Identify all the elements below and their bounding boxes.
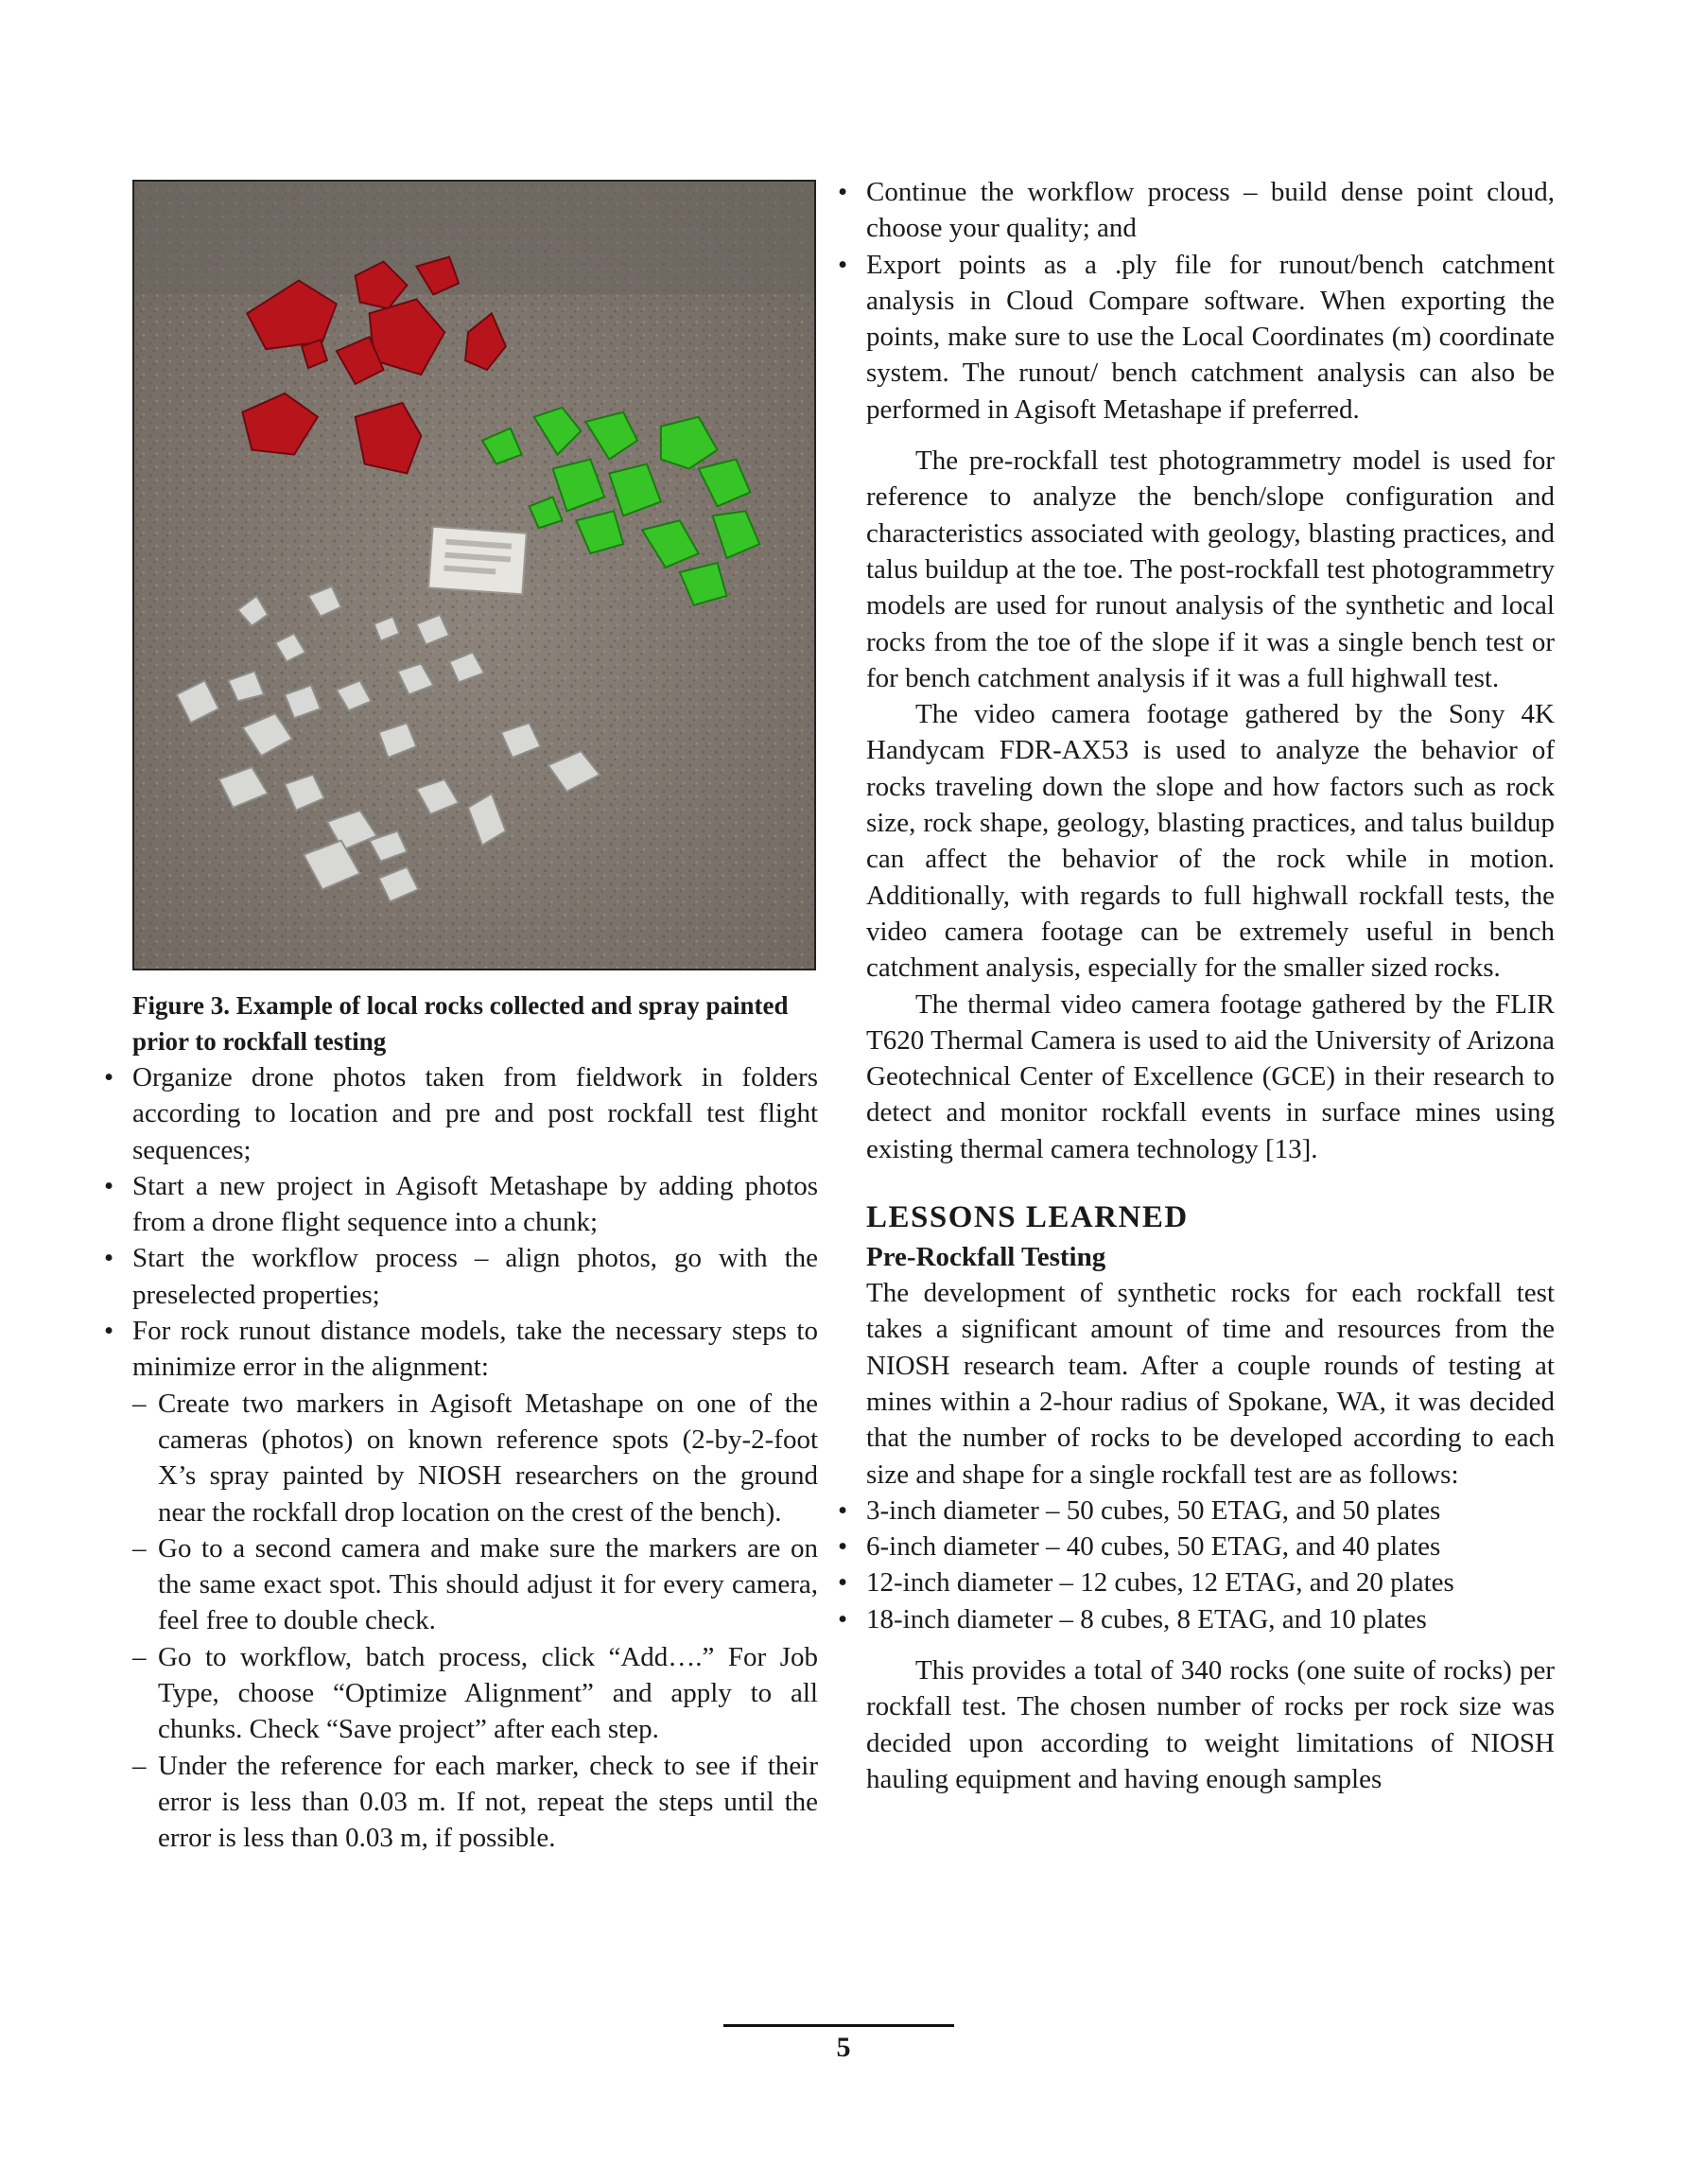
- list-item-text: 12-inch diameter – 12 cubes, 12 ETAG, and 20 plates: [866, 1567, 1454, 1599]
- list-item-text: 18-inch diameter – 8 cubes, 8 ETAG, and 10 plates: [866, 1603, 1427, 1634]
- paragraph-total-rocks: This provides a total of 340 rocks (one suite of rocks) per rockfall test. The chosen number of rocks per rock size was decided upon according to weight limitations of NIOSH hauling equipment and having enough samples: [866, 1654, 1555, 1794]
- paragraph-synthetic-rocks: The development of synthetic rocks for each rockfall test takes a significant amount of time and resources from the NIOSH research team. After a couple rounds of testing at mines within a 2-hour radius of Spokane, WA, it was decided that the number of rocks to be developed according to each size and shape for a single rockfall test are as follows:: [866, 1278, 1555, 1490]
- left-column: [104, 180, 818, 1857]
- bullet-marker: •: [838, 1603, 848, 1634]
- bullet-marker: •: [838, 249, 848, 280]
- list-item: [104, 1059, 818, 1168]
- list-item-text: Continue the workflow process – build dense point cloud, choose your quality; and: [866, 177, 1555, 244]
- list-item: [838, 247, 1555, 428]
- sub-list-item: [132, 1530, 818, 1639]
- workflow-continued-list: [838, 174, 1555, 428]
- list-item: [104, 1313, 818, 1386]
- sub-list-item: [132, 1748, 818, 1857]
- list-item: [838, 174, 1555, 247]
- bullet-marker: •: [838, 1567, 848, 1599]
- paragraph-video-camera: The video camera footage gathered by the Sony 4K Handycam FDR-AX53 is used to analyze the behavior of rocks traveling down the slope and how factors such as rock size, rock shape, geology, blasting practices, and talus buildup can affect the behavior of the rock while in motion. Additionally, with regards to full highwall rockfall tests, the video camera footage can be extremely useful in bench catchment analysis, especially for the smaller sized rocks.: [866, 699, 1555, 984]
- list-item-text: Create two markers in Agisoft Metashape on one of the cameras (photos) on known reference spots (2-by-2-foot X’s spray painted by NIOSH researchers on the ground near the rockfall drop location on the crest of the bench).: [158, 1388, 818, 1528]
- list-item-text: 3-inch diameter – 50 cubes, 50 ETAG, and 50 plates: [866, 1494, 1441, 1526]
- figure-photo-rocks: [132, 180, 816, 970]
- list-item-text: Under the reference for each marker, check to see if their error is less than 0.03 m. If not, repeat the steps until the error is less than 0.03 m, if possible.: [158, 1750, 818, 1854]
- sub-list-item: [132, 1639, 818, 1748]
- dash-marker: –: [132, 1388, 147, 1419]
- workflow-steps-list: [104, 1059, 818, 1857]
- list-item: [838, 1493, 1555, 1529]
- list-item: [838, 1601, 1555, 1637]
- subsection-heading: Pre-Rockfall Testing: [866, 1242, 1106, 1273]
- dash-marker: –: [132, 1532, 147, 1564]
- list-item: [838, 1529, 1555, 1564]
- list-item-text: Export points as a .ply file for runout/bench catchment analysis in Cloud Compare software. When exporting the points, make sure to use the Local Coordinates (m) coordinate system. The runout/ bench catchment analysis can also be performed in Agisoft Metashape if preferred.: [866, 249, 1555, 425]
- sub-list-item: [132, 1386, 818, 1530]
- paragraph-thermal-camera: The thermal video camera footage gathered by the FLIR T620 Thermal Camera is used to aid the University of Arizona Geotechnical Center of Excellence (GCE) in their research to detect and monitor rockfall events in surface mines using existing thermal camera technology [13].: [866, 988, 1555, 1164]
- bullet-marker: •: [104, 1243, 114, 1274]
- list-item-text: Start a new project in Agisoft Metashape by adding photos from a drone flight sequence into a chunk;: [132, 1170, 818, 1238]
- bullet-marker: •: [104, 1170, 114, 1201]
- list-item-text: Organize drone photos taken from fieldwork in folders according to location and pre and post rockfall test flight sequences;: [132, 1062, 818, 1165]
- list-item-text: Go to workflow, batch process, click “Add….” For Job Type, choose “Optimize Alignment” and apply to all chunks. Check “Save project” after each step.: [158, 1641, 818, 1745]
- list-item: [104, 1240, 818, 1313]
- dash-marker: –: [132, 1750, 147, 1781]
- list-item-text: 6-inch diameter – 40 cubes, 50 ETAG, and 40 plates: [866, 1531, 1441, 1563]
- page-number: 5: [836, 2032, 851, 2063]
- bullet-marker: •: [838, 1531, 848, 1563]
- list-item: [838, 1564, 1555, 1600]
- right-column: [838, 174, 1555, 1797]
- bullet-marker: •: [104, 1316, 114, 1347]
- paragraph-photogrammetry: The pre-rockfall test photogrammetry model is used for reference to analyze the bench/slope configuration and characteristics associated with geology, blasting practices, and talus buildup at the toe. The post-rockfall test photogrammetry models are used for runout analysis of the synthetic and local rocks from the toe of the slope if it was a single bench test or for bench catchment analysis if it was a full highwall test.: [866, 446, 1555, 693]
- figure-caption: Figure 3. Example of local rocks collected and spray painted prior to rockfall testing: [132, 991, 789, 1056]
- list-item-text: For rock runout distance models, take the necessary steps to minimize error in the alignment:: [132, 1316, 818, 1383]
- section-heading: LESSONS LEARNED: [866, 1200, 1189, 1235]
- list-item-text: Go to a second camera and make sure the markers are on the same exact spot. This should adjust it for every camera, feel free to double check.: [158, 1532, 818, 1636]
- bullet-marker: •: [104, 1062, 114, 1092]
- list-item: [104, 1168, 818, 1241]
- footer-rule: [723, 2024, 954, 2027]
- rock-sizes-list: [838, 1493, 1555, 1637]
- dash-marker: –: [132, 1641, 147, 1672]
- list-item-text: Start the workflow process – align photos, go with the preselected properties;: [132, 1243, 818, 1310]
- paper-sheet: [428, 527, 527, 594]
- bullet-marker: •: [838, 1494, 848, 1526]
- bullet-marker: •: [838, 177, 848, 207]
- rocks-photo-illustration: [134, 182, 814, 969]
